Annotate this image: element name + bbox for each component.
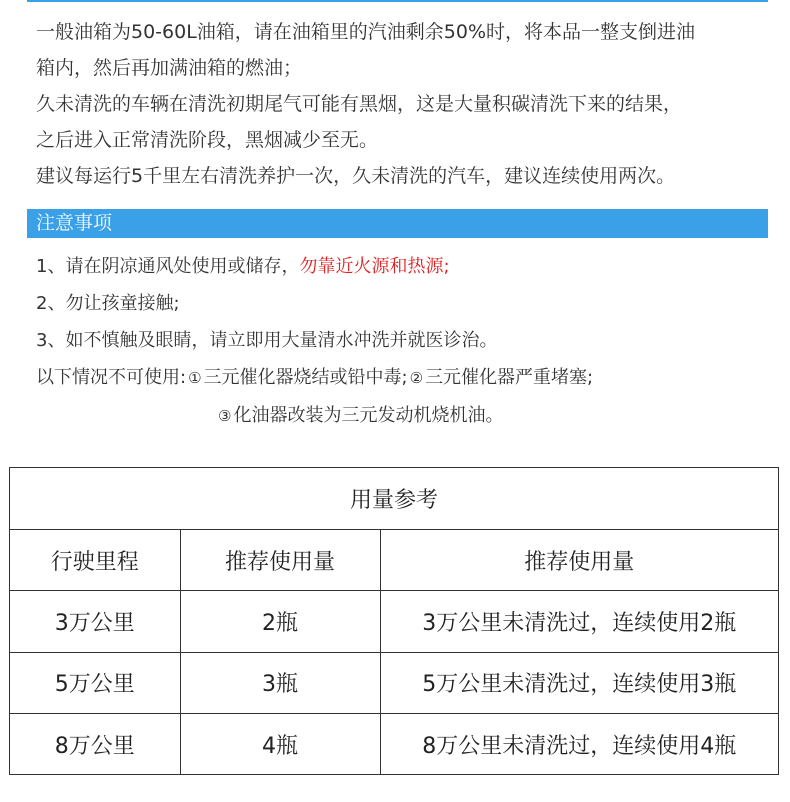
- table-row: [10, 652, 778, 713]
- cell-amount: 2瓶: [180, 591, 380, 652]
- intro-line: 建议每运行5千里左右清洗养护一次，久未清洗的汽车，建议连续使用两次。: [36, 165, 676, 187]
- restriction-line: [36, 359, 593, 397]
- intro-line: 一般油箱为50-60L油箱，请在油箱里的汽油剩余50%时，将本品一整支倒进油: [36, 21, 696, 43]
- usage-table-title: 用量参考: [10, 468, 778, 530]
- intro-text: [36, 14, 771, 194]
- cell-usage: 8万公里未清洗过，连续使用4瓶: [380, 714, 778, 774]
- circled-one-mark: ①: [188, 369, 202, 387]
- table-row: [10, 714, 778, 774]
- circled-two-mark: ②: [409, 369, 424, 387]
- notice-item-3: 3、如不慎触及眼睛，请立即用大量清水冲洗并就医诊治。: [36, 330, 498, 351]
- cell-mileage: 8万公里: [10, 714, 180, 774]
- notice-item-1: [36, 248, 593, 285]
- header-mileage: 行驶里程: [10, 530, 180, 591]
- top-divider: [27, 0, 768, 2]
- intro-line: 箱内，然后再加满油箱的燃油；: [36, 57, 303, 79]
- notice-list: [36, 248, 593, 435]
- cell-mileage: 3万公里: [10, 591, 180, 652]
- table-row: [10, 591, 778, 652]
- notice-title: 注意事项: [36, 212, 113, 234]
- cell-amount: 4瓶: [180, 714, 380, 774]
- restriction-line-2: [36, 397, 593, 435]
- restriction-1: 三元催化器烧结或铅中毒;: [203, 367, 408, 388]
- notice-item-1-text: 1、请在阴凉通风处使用或储存，: [36, 256, 300, 277]
- cell-mileage: 5万公里: [10, 652, 180, 713]
- circled-three-mark: ③: [218, 407, 232, 425]
- cell-amount: 3瓶: [180, 652, 380, 713]
- notice-item-2: 2、勿让孩童接触;: [36, 293, 180, 314]
- cell-usage: 5万公里未清洗过，连续使用3瓶: [380, 652, 778, 713]
- header-recommended-amount: 推荐使用量: [180, 530, 380, 591]
- restriction-label: 以下情况不可使用:: [36, 367, 187, 388]
- restriction-2: 三元催化器严重堵塞;: [425, 367, 594, 388]
- header-recommended-usage: 推荐使用量: [380, 530, 778, 591]
- restriction-3: 化油器改装为三元发动机烧机油。: [233, 405, 504, 426]
- intro-line: 久未清洗的车辆在清洗初期尾气可能有黑烟，这是大量积碳清洗下来的结果，: [36, 93, 683, 115]
- cell-usage: 3万公里未清洗过，连续使用2瓶: [380, 591, 778, 652]
- intro-line: 之后进入正常清洗阶段，黑烟减少至无。: [36, 129, 379, 151]
- notice-header: [27, 209, 768, 238]
- notice-item-1-warning: 勿靠近火源和热源;: [299, 256, 450, 277]
- usage-table: [9, 467, 779, 775]
